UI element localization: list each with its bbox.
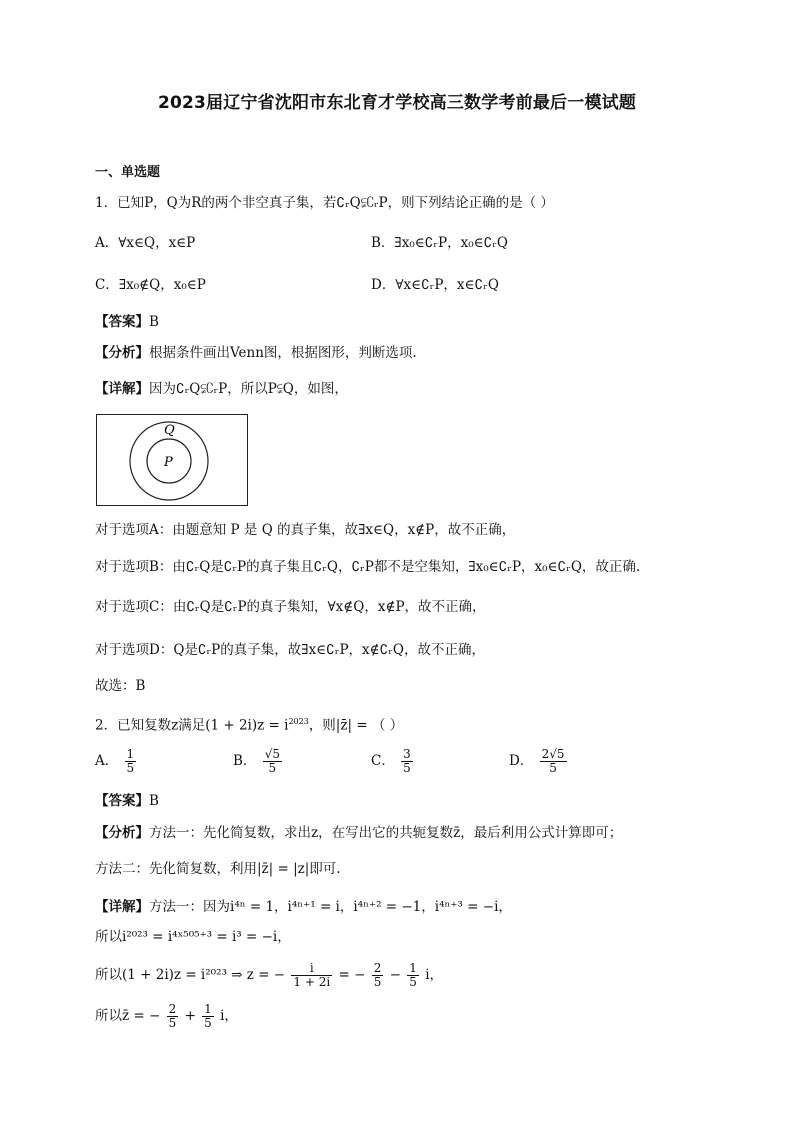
frac-i-over [291,962,332,989]
venn-svg [97,415,247,505]
q2-option-b-label: B． [233,753,257,769]
detail-text: 方法一：因为i⁴ⁿ = 1，i⁴ⁿ⁺¹ = i，i⁴ⁿ⁺² = −1，i⁴ⁿ⁺³ = −i， [149,899,512,915]
frac-den: 5 [373,975,382,989]
q1-option-c: C．∃x₀∉Q，x₀∈P [95,277,206,293]
frac-num: 2 [168,1002,177,1016]
q2-option-c [371,748,415,775]
frac-one-fifth [202,1003,214,1030]
q2-option-b [233,748,284,775]
q2-option-c-frac [401,748,413,775]
q2-detail [95,898,512,916]
frac-den: 5 [403,761,411,775]
q2-stem-a: 2．已知复数z满足(1 + 2i)z = i [95,717,289,734]
analysis-tag: 【分析】 [95,825,149,841]
q1-stem: 1．已知P，Q为R的两个非空真子集，若∁ᵣQ⫋∁ᵣP，则下列结论正确的是（ ） [95,195,554,211]
frac-num: 1 [126,747,135,761]
expr-part: = − [338,967,366,983]
detail-text: 因为∁ᵣQ⫋∁ᵣP，所以P⫋Q，如图， [149,381,348,397]
q2-stem [95,713,403,735]
q2-option-d-label: D． [509,753,534,769]
expr-part: − [389,967,401,983]
analysis-tag: 【分析】 [95,345,149,361]
frac-den: 5 [549,761,557,775]
q1-detail-line-d: 对于选项D：Q是∁ᵣP的真子集，故∃x∈∁ᵣP，x∉∁ᵣQ，故不正确， [95,642,485,658]
q2-analysis [95,824,622,842]
expr-part: i， [425,967,444,983]
q1-option-d: D．∀x∈∁ᵣP，x∈∁ᵣQ [371,277,499,293]
q2-analysis-2: 方法二：先化简复数，利用|z̄| = |z|即可. [95,861,341,877]
q2-option-a-label: A． [95,753,119,769]
frac-num: 2 [373,961,382,975]
q2-option-a [95,748,138,775]
q1-option-a: A．∀x∈Q，x∈P [95,235,196,251]
analysis-text: 根据条件画出Venn图，根据图形，判断选项. [149,345,417,361]
q1-answer [95,313,159,331]
detail-tag: 【详解】 [95,899,149,915]
answer-tag: 【答案】 [95,314,149,330]
q2-option-d-frac [540,748,567,775]
venn-diagram [96,414,248,506]
q2-answer [95,792,159,810]
frac-den: 5 [268,761,277,775]
frac-den: 5 [126,761,135,775]
q1-option-b: B．∃x₀∈∁ᵣP，x₀∈∁ᵣQ [371,235,508,251]
analysis-text: 方法一：先化简复数，求出z，在写出它的共轭复数z̄，最后利用公式计算即可； [149,825,623,841]
expr-part: i， [220,1008,238,1024]
answer-value: B [149,314,159,330]
answer-value: B [149,793,159,809]
frac-num: 1 [204,1002,212,1016]
q2-stem-exp: 2023 [288,717,309,726]
q2-option-b-frac [263,748,282,775]
frac-two-fifths [372,962,384,989]
expr-part: 所以z̄ = − [95,1008,161,1024]
detail-tag: 【详解】 [95,381,149,397]
q1-detail-line-b: 对于选项B：由∁ᵣQ是∁ᵣP的真子集且∁ᵣQ，∁ᵣP都不是空集知，∃x₀∈∁ᵣP，x₀∈∁ᵣQ，故正确. [95,559,641,575]
frac-num: √5 [264,747,280,761]
q2-detail-4 [95,1003,238,1030]
answer-tag: 【答案】 [95,793,149,809]
q1-detail-line-a: 对于选项A：由题意知 P 是 Q 的真子集，故∃x∈Q，x∉P，故不正确， [95,522,516,538]
q1-conclusion: 故选：B [95,678,146,694]
q2-option-a-frac [125,748,137,775]
frac-one-fifth [407,962,419,989]
expr-part: + [184,1008,196,1024]
frac-den: 1 + 2i [293,975,331,989]
q2-option-d [509,748,569,775]
q1-analysis [95,344,417,362]
q2-detail-3 [95,962,443,989]
q2-stem-b: ，则|z̄| = （ ） [308,717,404,734]
frac-den: 5 [204,1016,212,1030]
frac-num: i [291,962,332,976]
frac-num: 2√5 [541,747,565,761]
q1-detail [95,380,348,398]
venn-label-p: P [164,455,173,470]
frac-den: 5 [168,1016,177,1030]
section-heading: 一、单选题 [95,165,161,180]
page-title: 2023届辽宁省沈阳市东北育才学校高三数学考前最后一模试题 [157,93,637,113]
q1-detail-line-c: 对于选项C：由∁ᵣQ是∁ᵣP的真子集知，∀x∉Q，x∉P，故不正确， [95,599,486,615]
q2-option-c-label: C． [371,753,395,769]
q2-detail-2: 所以i²⁰²³ = i⁴ˣ⁵⁰⁵⁺³ = i³ = −i， [95,929,291,945]
venn-label-q: Q [164,423,175,438]
frac-num: 1 [409,961,417,975]
frac-two-fifths [167,1003,179,1030]
frac-num: 3 [403,747,411,761]
frac-den: 5 [409,975,417,989]
expr-part: 所以(1 + 2i)z = i²⁰²³ ⇒ z = − [95,967,286,983]
